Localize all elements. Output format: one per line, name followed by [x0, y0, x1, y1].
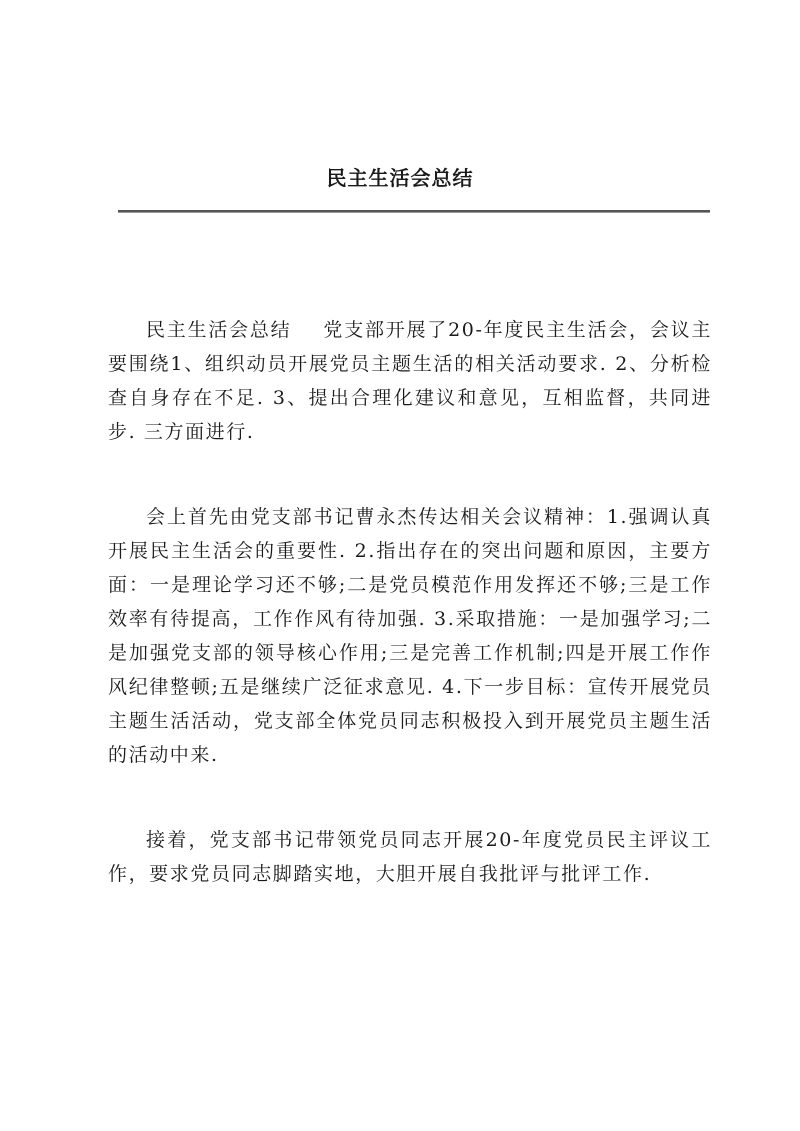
title-divider	[118, 210, 710, 213]
paragraph-1-lead: 民主生活会总结	[146, 319, 292, 341]
paragraph-3-text: 接着，党支部书记带领党员同志开展20-年度党员民主评议工作，要求党员同志脚踏实地，大胆开展自我批评与批评工作.	[108, 829, 712, 885]
document-body	[108, 313, 712, 942]
document-title: 民主生活会总结	[326, 166, 474, 190]
paragraph-1	[108, 313, 712, 449]
paragraph-3	[108, 823, 712, 891]
paragraph-2	[108, 500, 712, 772]
paragraph-2-text: 会上首先由党支部书记曹永杰传达相关会议精神：1.强调认真开展民主生活会的重要性. 2.指出存在的突出问题和原因，主要方面：一是理论学习还不够;二是党员模范作用发挥还不够;三是工作效率有待提高，工作作风有待加强. 3.采取措施：一是加强学习;二是加强党支部的领导核心作用;三是完善工作机制;四是开展工作作风纪律整顿;五是继续广泛征求意见. 4.下一步目标：宣传开展党员主题生活活动，党支部全体党员同志积极投入到开展党员主题生活的活动中来.	[108, 506, 712, 766]
paragraph-1-text: 党支部开展了20-年度民主生活会，会议主要围绕1、组织动员开展党员主题生活的相关活动要求. 2、分析检查自身存在不足. 3、提出合理化建议和意见，互相监督，共同进步. 三方面进行.	[108, 319, 712, 443]
